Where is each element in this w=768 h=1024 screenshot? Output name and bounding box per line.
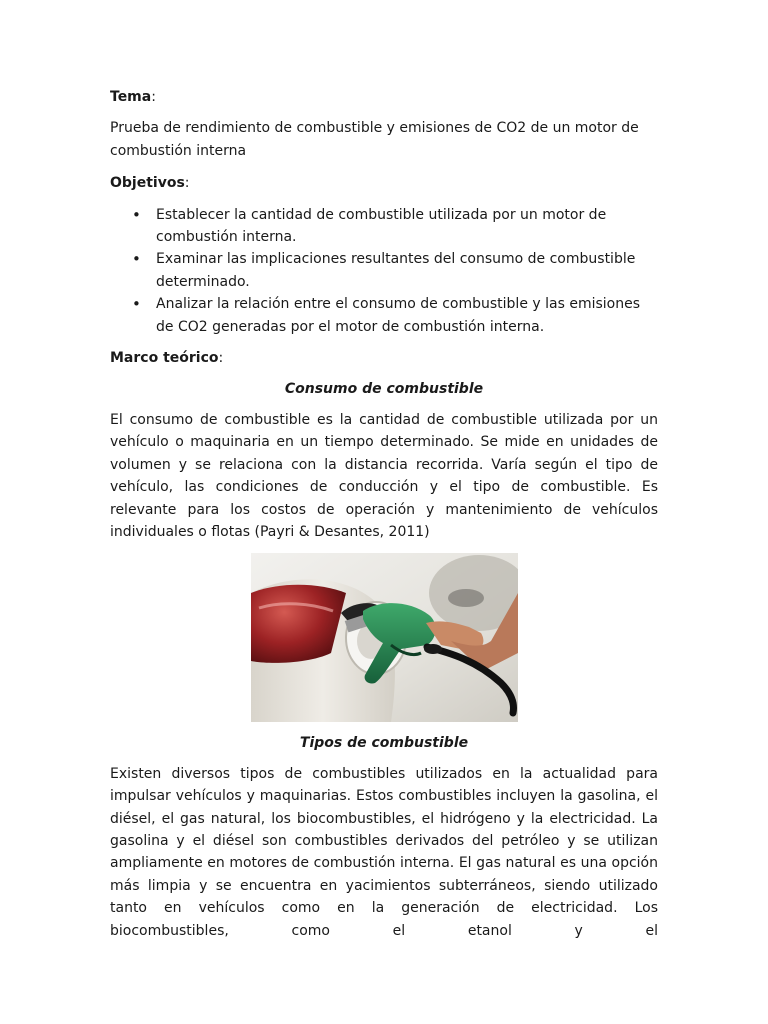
tipos-heading: Tipos de combustible bbox=[299, 735, 469, 752]
tema-label-text: Tema bbox=[110, 89, 152, 105]
objetivos-label-text: Objetivos bbox=[110, 175, 185, 192]
marco-teorico-colon: : bbox=[218, 350, 224, 367]
marco-teorico-label bbox=[110, 347, 658, 369]
fuel-pump-figure bbox=[110, 553, 658, 722]
marco-teorico-label-text: Marco teórico bbox=[110, 350, 219, 367]
objective-item: • Analizar la relación entre el consumo de combustible y las emisiones de CO2 generadas por el motor de combustión interna. bbox=[156, 293, 658, 338]
document-content bbox=[110, 86, 658, 952]
tema-text: Prueba de rendimiento de combustible y emisiones de CO2 de un motor de combustión interna bbox=[110, 120, 639, 159]
fuel-pump-photo bbox=[251, 553, 518, 722]
objective-item: • Establecer la cantidad de combustible utilizada por un motor de combustión interna. bbox=[156, 204, 658, 249]
objectives-list bbox=[110, 204, 658, 338]
tipos-paragraph: Existen diversos tipos de combustibles utilizados en la actualidad para impulsar vehículos y maquinarias. Estos combustibles incluyen la gasolina, el diésel, el gas natural, los biocombustibles, el hidrógeno y la electricidad. La gasolina y el diésel son combustibles derivados del petróleo y se utilizan ampliamente en motores de combustión interna. El gas natural es una opción más limpia y se encuentra en yacimientos subterráneos, siendo utilizado tanto en vehículos como en la generación de electricidad. Los biocombustibles, como el etanol y el bbox=[110, 765, 658, 939]
consumo-paragraph: El consumo de combustible es la cantidad de combustible utilizada por un vehículo o maquinaria en un tiempo determinado. Se mide en unidades de volumen y se relaciona con la distancia recorrida. Varía según el tipo de vehículo, las condiciones de conducción y el tipo de combustible. Es relevante para los costos de operación y mantenimiento de vehículos individuales o flotas (Payri & Desantes, 2011) bbox=[110, 411, 658, 540]
objective-item: • Examinar las implicaciones resultantes del consumo de combustible determinado. bbox=[156, 248, 658, 293]
objetivos-label bbox=[110, 172, 658, 194]
tema-label bbox=[110, 86, 658, 108]
consumo-heading: Consumo de combustible bbox=[284, 381, 484, 398]
tema-colon: : bbox=[151, 89, 156, 105]
objetivos-colon: : bbox=[184, 175, 190, 192]
